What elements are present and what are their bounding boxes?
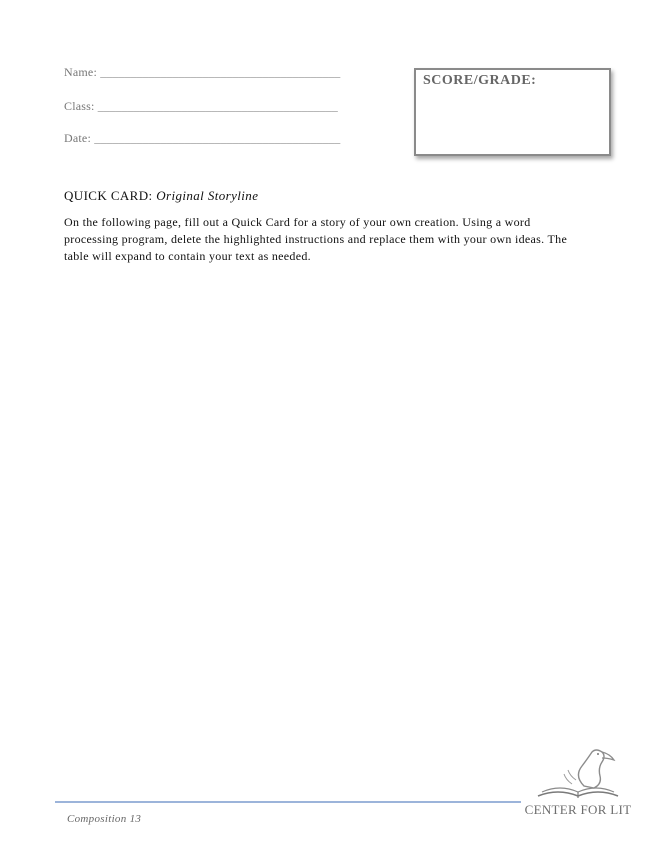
score-grade-label: SCORE/GRADE: [423, 73, 537, 88]
score-grade-box [414, 68, 611, 156]
footer-divider [55, 801, 521, 803]
date-label: Date: [64, 131, 91, 145]
quick-card-subtitle: Original Storyline [156, 188, 259, 203]
center-for-lit-logo [522, 746, 634, 822]
class-field [64, 99, 338, 114]
instructions-paragraph: On the following page, fill out a Quick Card for a story of your own creation. Using a word processing program, delete the highlighted instructions and replace them with your own ideas. The table will expand to contain your text as needed. [64, 215, 568, 263]
name-blank-line[interactable]: ________________________________________ [100, 65, 341, 79]
pelican-book-icon [532, 746, 624, 802]
footer-page-label: Composition 13 [67, 813, 142, 825]
date-field [64, 131, 340, 146]
class-blank-line[interactable]: ________________________________________ [97, 99, 338, 113]
name-field [64, 65, 340, 80]
logo-text: CENTER FOR LIT [524, 802, 632, 817]
quick-card-heading [64, 188, 258, 204]
quick-card-title: QUICK CARD: [64, 188, 153, 203]
name-label: Name: [64, 65, 97, 79]
date-blank-line[interactable]: _________________________________________ [94, 131, 341, 145]
class-label: Class: [64, 99, 95, 113]
